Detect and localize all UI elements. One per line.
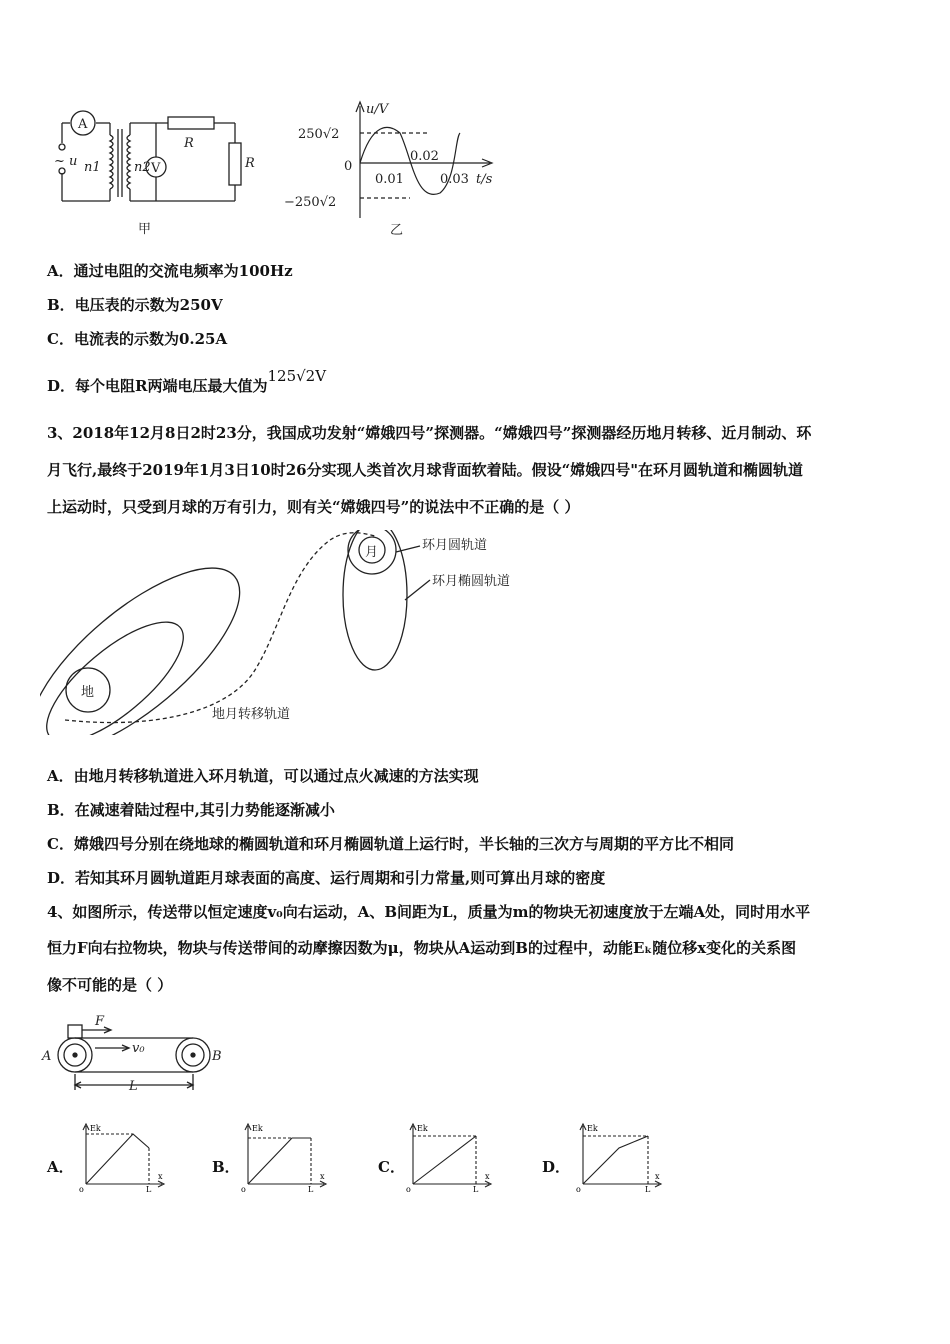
ek-graph-a [78,1120,168,1195]
ek-curve-c [413,1136,476,1184]
graph-c-ek: Ek [417,1124,428,1133]
ek-graph-d [575,1120,665,1195]
q2-option-b: B．电压表的示数为250V [47,296,223,314]
transfer-orbit [65,533,375,723]
length-label: L [129,1079,138,1094]
q4-line-2: 恒力F向右拉物块，物块与传送带间的动摩擦因数为μ，物块从A运动到B的过程中，动能Eₖ随位移x变化的关系图 [47,939,797,957]
q3-line-3: 上运动时，只受到月球的万有引力，则有关“嫦娥四号”的说法中不正确的是（ ） [47,498,580,516]
conveyor-belt-figure [40,1008,240,1100]
q2-option-a: A．通过电阻的交流电频率为100Hz [47,262,293,280]
moon-label: 月 [365,545,379,560]
transformer-circuit-figure [50,105,260,240]
tick-0-02: 0.02 [410,149,439,164]
q3-option-b: B．在减速着陆过程中,其引力势能逐渐减小 [47,801,335,819]
q2-option-d-value: 125√2V [267,367,327,385]
q4-option-b-label: B． [212,1158,240,1176]
tick-0-03: 0.03 [440,172,469,187]
belt-label-b: B [212,1049,222,1064]
force-label: F [95,1014,105,1029]
n1-label: n1 [84,160,101,175]
q3-option-d: D．若知其环月圆轨道距月球表面的高度、运行周期和引力常量,则可算出月球的密度 [47,869,606,887]
q4-option-c-label: C． [378,1158,405,1176]
graph-b-l: L [308,1185,314,1194]
ek-graph-c [405,1120,495,1195]
graph-c-l: L [473,1185,479,1194]
q2-option-d [47,367,327,396]
q4-option-a-label: A． [47,1158,74,1176]
peak-label: 250√2 [298,127,340,142]
graph-a-l: L [146,1185,152,1194]
earth-outer-ellipse [40,538,267,735]
orbit-figure [40,530,540,735]
q2-option-c: C．电流表的示数为0.25A [47,330,228,348]
ek-graph-b [240,1120,330,1195]
graph-c-x: x [485,1172,490,1181]
graph-b-ek: Ek [252,1124,263,1133]
tick-0-01: 0.01 [375,172,404,187]
figure-caption-jia: 甲 [138,222,152,237]
q4-line-1: 4、如图所示，传送带以恒定速度v₀向右运动，A、B间距为L，质量为m的物块无初速度放于左端A处，同时用水平 [47,903,811,921]
voltmeter-label: V [151,161,161,176]
graph-b-x: x [320,1172,325,1181]
trough-label: −250√2 [284,195,337,210]
graph-d-x: x [655,1172,660,1181]
graph-d-l: L [645,1185,651,1194]
ek-curve-a [86,1134,149,1184]
n2-label: n2 [134,160,151,175]
graph-d-o: o [576,1185,581,1194]
resistor-top-label: R [184,136,194,151]
velocity-label: v₀ [132,1041,145,1056]
elliptical-orbit-label: 环月椭圆轨道 [432,574,511,589]
transfer-orbit-label: 地月转移轨道 [212,707,291,722]
graph-d-ek: Ek [587,1124,598,1133]
q2-option-d-text: D．每个电阻R两端电压最大值为 [47,377,268,395]
belt-label-a: A [42,1049,52,1064]
zero-label: 0 [344,159,353,174]
q4-option-d-label: D． [542,1158,571,1176]
y-axis-label: u/V [366,102,389,117]
q3-option-a: A．由地月转移轨道进入环月轨道，可以通过点火减速的方法实现 [47,767,479,785]
figure-caption-yi: 乙 [390,223,404,238]
resistor-right-label: R [245,156,255,171]
x-axis-label: t/s [476,172,493,187]
q3-option-c: C．嫦娥四号分别在绕地球的椭圆轨道和环月椭圆轨道上运行时，半长轴的三次方与周期的平方比不相同 [47,835,734,853]
q3-line-1: 3、2018年12月8日2时23分，我国成功发射“嫦娥四号”探测器。“嫦娥四号”探测器经历地月转移、近月制动、环 [47,424,812,442]
source-label: ~ u [54,154,78,169]
earth-label: 地 [81,685,95,700]
voltage-sine-graph [280,98,510,240]
graph-a-ek: Ek [90,1124,101,1133]
circular-orbit-label: 环月圆轨道 [422,538,488,553]
q4-line-3: 像不可能的是（ ） [47,976,173,994]
ammeter-label: A [78,117,88,132]
graph-c-o: o [406,1185,411,1194]
graph-b-o: o [241,1185,246,1194]
block-icon [68,1025,82,1038]
earth-inner-ellipse [40,603,201,735]
ek-curve-d [583,1136,648,1184]
graph-a-o: o [79,1185,84,1194]
graph-a-x: x [158,1172,163,1181]
ek-curve-b [248,1138,311,1184]
q3-line-2: 月飞行,最终于2019年1月3日10时26分实现人类首次月球背面软着陆。假设“嫦娥四号"在环月圆轨道和椭圆轨道 [47,461,804,479]
